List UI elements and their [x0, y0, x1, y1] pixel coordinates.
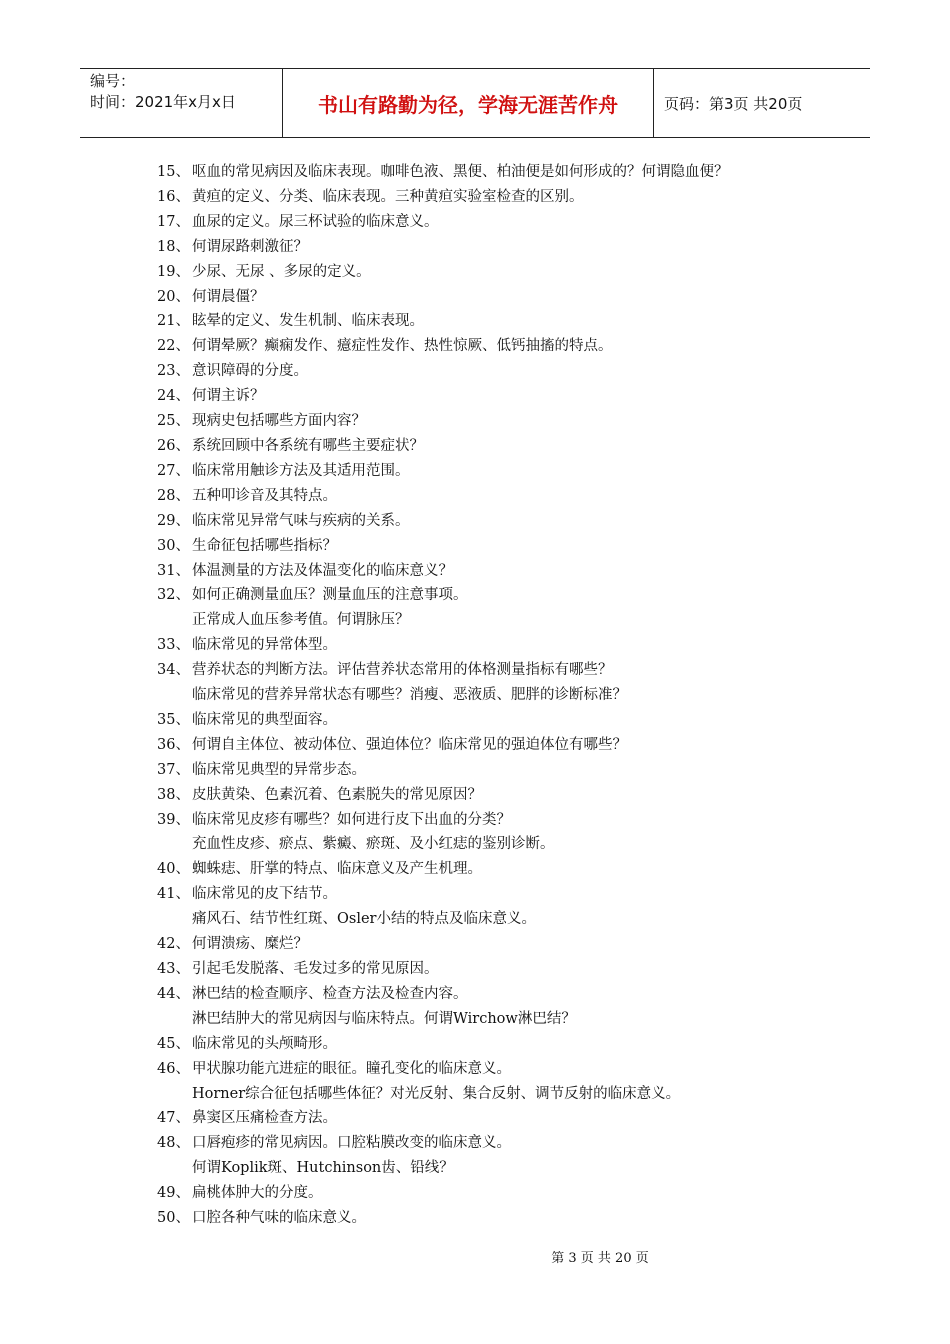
question-number: 40、	[157, 861, 190, 878]
question-text: 正常成人血压参考值。何谓脉压？	[192, 612, 410, 629]
question-text: 淋巴结肿大的常见病因与临床特点。何谓Wirchow淋巴结？	[192, 1010, 576, 1027]
question-text: 如何正确测量血压？测量血压的注意事项。	[192, 587, 468, 604]
question-item	[157, 185, 857, 210]
question-number: 30、	[157, 537, 190, 554]
question-text: 临床常见的典型面容。	[192, 711, 337, 728]
question-item	[157, 459, 857, 484]
question-text: 痛风石、结节性红斑、Osler小结的特点及临床意义。	[192, 911, 536, 928]
question-number: 45、	[157, 1035, 190, 1052]
question-text: 临床常用触诊方法及其适用范围。	[192, 462, 410, 479]
question-text: 何谓自主体位、被动体位、强迫体位？临床常见的强迫体位有哪些？	[192, 736, 627, 753]
question-item	[157, 434, 857, 459]
question-number: 23、	[157, 363, 190, 380]
question-item	[157, 957, 857, 982]
question-item	[157, 583, 857, 608]
question-item	[157, 534, 857, 559]
question-text: 少尿、无尿 、多尿的定义。	[192, 263, 371, 280]
question-continuation	[157, 1082, 857, 1107]
question-item	[157, 484, 857, 509]
question-list	[157, 160, 857, 1231]
question-number: 20、	[157, 288, 190, 305]
question-item	[157, 1032, 857, 1057]
question-item	[157, 733, 857, 758]
question-number: 41、	[157, 886, 190, 903]
question-text: 皮肤黄染、色素沉着、色素脱失的常见原因？	[192, 786, 482, 803]
question-text: 何谓Koplik斑、Hutchinson齿、铅线？	[192, 1160, 454, 1177]
question-text: 营养状态的判断方法。评估营养状态常用的体格测量指标有哪些？	[192, 662, 613, 679]
question-text: 临床常见的皮下结节。	[192, 886, 337, 903]
question-number: 47、	[157, 1110, 190, 1127]
question-continuation	[157, 1007, 857, 1032]
question-number: 35、	[157, 711, 190, 728]
question-number: 36、	[157, 736, 190, 753]
question-continuation	[157, 608, 857, 633]
question-item	[157, 633, 857, 658]
motto-text: 书山有路勤为径，学海无涯苦作舟	[283, 69, 654, 137]
question-item	[157, 658, 857, 683]
question-text: 系统回顾中各系统有哪些主要症状？	[192, 437, 424, 454]
question-number: 50、	[157, 1210, 190, 1227]
question-text: 临床常见的营养异常状态有哪些？消瘦、恶液质、肥胖的诊断标准？	[192, 687, 627, 704]
question-text: 黄疸的定义、分类、临床表现。三种黄疸实验室检查的区别。	[192, 188, 584, 205]
question-text: 临床常见皮疹有哪些？如何进行皮下出血的分类？	[192, 811, 511, 828]
question-number: 39、	[157, 811, 190, 828]
question-item	[157, 160, 857, 185]
question-item	[157, 559, 857, 584]
question-number: 34、	[157, 662, 190, 679]
question-item	[157, 509, 857, 534]
question-text: 临床常见的头颅畸形。	[192, 1035, 337, 1052]
question-number: 37、	[157, 761, 190, 778]
question-text: 何谓溃疡、糜烂？	[192, 936, 308, 953]
question-item	[157, 359, 857, 384]
question-number: 18、	[157, 238, 190, 255]
question-text: 五种叩诊音及其特点。	[192, 487, 337, 504]
doc-number-label: 编号：	[90, 72, 136, 90]
question-number: 49、	[157, 1185, 190, 1202]
question-number: 16、	[157, 188, 190, 205]
question-text: 生命征包括哪些指标？	[192, 537, 337, 554]
question-number: 42、	[157, 936, 190, 953]
question-text: 何谓主诉？	[192, 388, 265, 405]
question-text: 淋巴结的检查顺序、检查方法及检查内容。	[192, 985, 468, 1002]
question-item	[157, 409, 857, 434]
question-continuation	[157, 907, 857, 932]
question-continuation	[157, 1156, 857, 1181]
question-number: 25、	[157, 413, 190, 430]
question-number: 17、	[157, 213, 190, 230]
question-text: 口腔各种气味的临床意义。	[192, 1210, 366, 1227]
question-text: 何谓晨僵？	[192, 288, 265, 305]
question-text: 鼻窦区压痛检查方法。	[192, 1110, 337, 1127]
question-text: 何谓尿路刺激征？	[192, 238, 308, 255]
question-number: 26、	[157, 437, 190, 454]
question-item	[157, 285, 857, 310]
question-item	[157, 758, 857, 783]
page-footer: 第 3 页 共 20 页	[551, 1251, 649, 1266]
question-item	[157, 882, 857, 907]
question-text: Horner综合征包括哪些体征？对光反射、集合反射、调节反射的临床意义。	[192, 1085, 681, 1102]
question-number: 27、	[157, 462, 190, 479]
question-number: 24、	[157, 388, 190, 405]
question-item	[157, 857, 857, 882]
question-item	[157, 708, 857, 733]
question-item	[157, 235, 857, 260]
question-text: 临床常见典型的异常步态。	[192, 761, 366, 778]
question-number: 44、	[157, 985, 190, 1002]
question-continuation	[157, 832, 857, 857]
question-item	[157, 1181, 857, 1206]
question-number: 31、	[157, 562, 190, 579]
question-text: 蜘蛛痣、肝掌的特点、临床意义及产生机理。	[192, 861, 482, 878]
question-text: 眩晕的定义、发生机制、临床表现。	[192, 313, 424, 330]
question-item	[157, 334, 857, 359]
question-number: 33、	[157, 637, 190, 654]
question-number: 32、	[157, 587, 190, 604]
page-header	[80, 68, 870, 138]
question-number: 22、	[157, 338, 190, 355]
header-left-cell	[80, 69, 283, 137]
question-text: 充血性皮疹、瘀点、紫癜、瘀斑、及小红痣的鉴别诊断。	[192, 836, 555, 853]
question-text: 口唇疱疹的常见病因。口腔粘膜改变的临床意义。	[192, 1135, 511, 1152]
question-number: 43、	[157, 961, 190, 977]
date-label: 时间：2021年x月x日	[90, 93, 236, 111]
question-text: 体温测量的方法及体温变化的临床意义？	[192, 562, 453, 579]
question-text: 引起毛发脱落、毛发过多的常见原因。	[192, 961, 439, 977]
question-text: 血尿的定义。尿三杯试验的临床意义。	[192, 213, 439, 230]
question-item	[157, 309, 857, 334]
question-item	[157, 982, 857, 1007]
question-number: 15、	[157, 164, 190, 180]
question-item	[157, 1057, 857, 1082]
question-number: 29、	[157, 512, 190, 529]
question-text: 呕血的常见病因及临床表现。咖啡色液、黑便、柏油便是如何形成的？何谓隐血便？	[192, 164, 729, 180]
question-number: 21、	[157, 313, 190, 330]
question-text: 临床常见的异常体型。	[192, 637, 337, 654]
question-text: 临床常见异常气味与疾病的关系。	[192, 512, 410, 529]
question-text: 现病史包括哪些方面内容？	[192, 413, 366, 430]
question-item	[157, 1131, 857, 1156]
page-info: 页码：第3页 共20页	[664, 94, 803, 113]
question-item	[157, 1206, 857, 1231]
question-item	[157, 210, 857, 235]
question-item	[157, 384, 857, 409]
question-continuation	[157, 683, 857, 708]
question-item	[157, 808, 857, 833]
question-text: 意识障碍的分度。	[192, 363, 308, 380]
question-text: 扁桃体肿大的分度。	[192, 1185, 323, 1202]
question-number: 48、	[157, 1135, 190, 1152]
question-item	[157, 1106, 857, 1131]
question-text: 甲状腺功能亢进症的眼征。瞳孔变化的临床意义。	[192, 1060, 511, 1077]
question-number: 46、	[157, 1060, 190, 1077]
question-number: 19、	[157, 263, 190, 280]
question-item	[157, 932, 857, 957]
question-number: 38、	[157, 786, 190, 803]
question-number: 28、	[157, 487, 190, 504]
question-item	[157, 260, 857, 285]
question-text: 何谓晕厥？癫痫发作、癔症性发作、热性惊厥、低钙抽搐的特点。	[192, 338, 613, 355]
question-item	[157, 783, 857, 808]
